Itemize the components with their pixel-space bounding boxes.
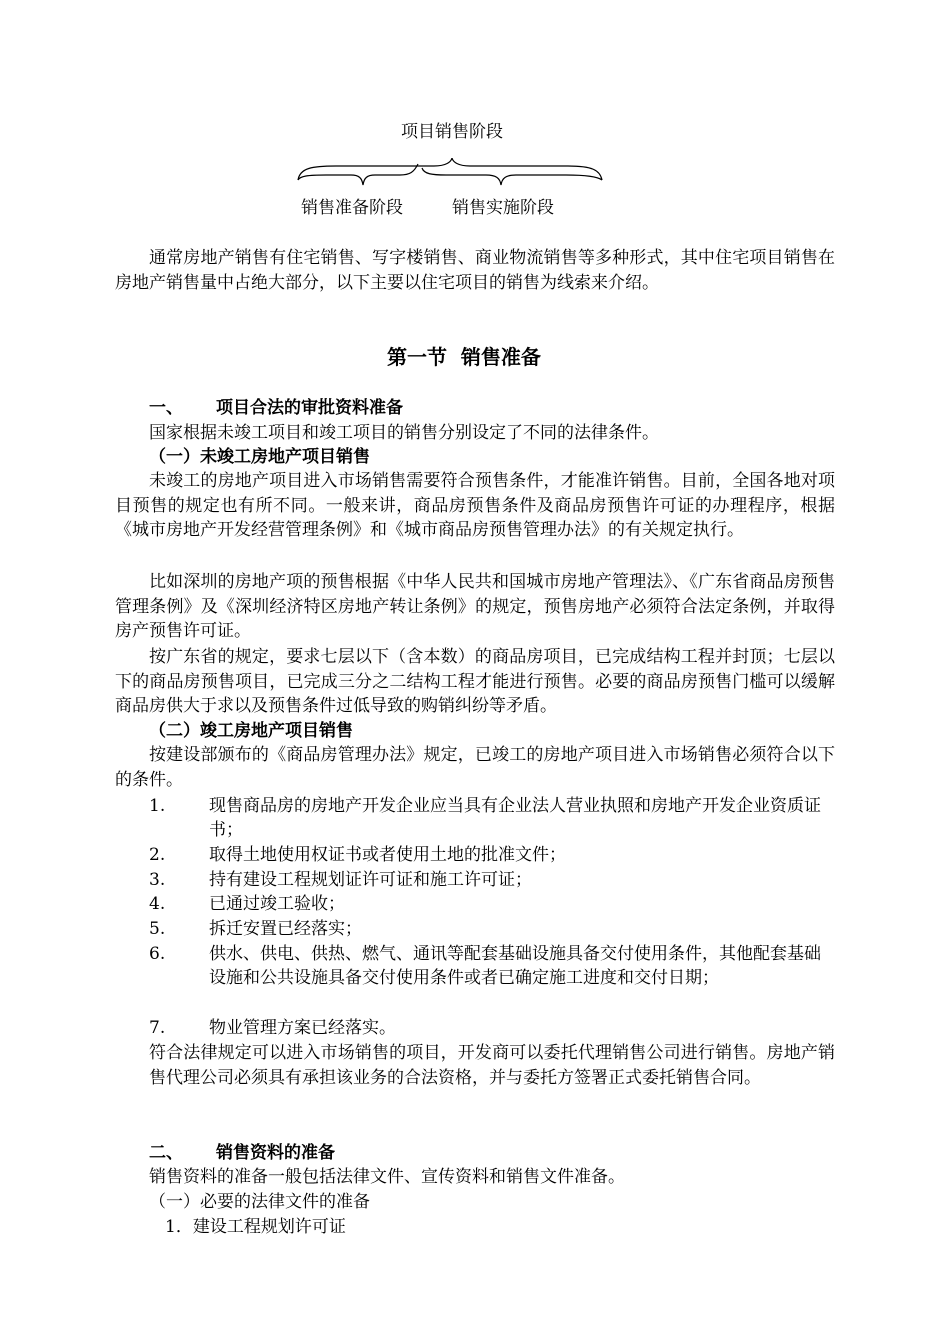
- right-brace: [422, 168, 602, 185]
- part1-lead: 国家根据未竣工项目和竣工项目的销售分别设定了不同的法律条件。: [149, 423, 659, 443]
- part1-num: 一、: [149, 398, 183, 418]
- diagram-top-label: 项目销售阶段: [401, 122, 503, 142]
- condition-num: 1.: [149, 796, 166, 816]
- part1-title: 项目合法的审批资料准备: [216, 398, 403, 418]
- bracket-diagram: [296, 158, 606, 192]
- part1-sub1-paragraph-1: 未竣工的房地产项目进入市场销售需要符合预售条件，才能准许销售。目前，全国各地对项目预售的规定也有所不同。一般来讲，商品房预售条件及商品房预售许可证的办理程序，根据《城市房地产开发经营管理条例》和《城市商品房预售管理办法》的有关规定执行。: [115, 471, 835, 540]
- part2-lead: 销售资料的准备一般包括法律文件、宣传资料和销售文件准备。: [149, 1167, 625, 1187]
- part2-sub1-title: （一）必要的法律文件的准备: [149, 1192, 370, 1212]
- condition-text: 取得土地使用权证书或者使用土地的批准文件；: [209, 845, 566, 865]
- part1-sub2-title: （二）竣工房地产项目销售: [149, 721, 353, 741]
- part1-sub1-paragraph-3: 按广东省的规定，要求七层以下（含本数）的商品房项目，已完成结构工程并封顶；七层以下的商品房预售项目，已完成三分之二结构工程才能进行预售。必要的商品房预售门槛可以缓解商品房供大于求以及预售条件过低导致的购销纠纷等矛盾。: [115, 647, 835, 716]
- condition-text: 物业管理方案已经落实。: [209, 1018, 396, 1038]
- diagram-left-label: 销售准备阶段: [301, 198, 403, 218]
- part2-num: 二、: [149, 1143, 183, 1163]
- condition-num: 6.: [149, 944, 166, 964]
- condition-text: 现售商品房的房地产开发企业应当具有企业法人营业执照和房地产开发企业资质证书；: [209, 796, 821, 840]
- condition-num: 4.: [149, 894, 166, 914]
- top-brace: [298, 158, 602, 180]
- condition-num: 3.: [149, 870, 166, 890]
- condition-text: 持有建设工程规划证许可证和施工许可证；: [209, 870, 532, 890]
- condition-num: 7.: [149, 1018, 166, 1038]
- part2-title: 销售资料的准备: [216, 1143, 335, 1163]
- part1-sub1-title: （一）未竣工房地产项目销售: [149, 447, 370, 467]
- diagram-right-label: 销售实施阶段: [452, 198, 554, 218]
- condition-num: 2.: [149, 845, 166, 865]
- part1-closing-paragraph: 符合法律规定可以进入市场销售的项目，开发商可以委托代理销售公司进行销售。房地产销售代理公司必须具有承担该业务的合法资格，并与委托方签署正式委托销售合同。: [149, 1043, 835, 1088]
- condition-text: 拆迁安置已经落实；: [209, 919, 362, 939]
- condition-text: 供水、供电、供热、燃气、通讯等配套基础设施具备交付使用条件，其他配套基础设施和公共设施具备交付使用条件或者已确定施工进度和交付日期；: [209, 944, 821, 988]
- condition-text: 已通过竣工验收；: [209, 894, 345, 914]
- section-title: 第一节 销售准备: [387, 345, 541, 369]
- part1-sub1-paragraph-2: 比如深圳的房地产项的预售根据《中华人民共和国城市房地产管理法》、《广东省商品房预售管理条例》及《深圳经济特区房地产转让条例》的规定，预售房地产必须符合法定条例，并取得房产预售许可证。: [115, 572, 835, 641]
- intro-paragraph: 通常房地产销售有住宅销售、写字楼销售、商业物流销售等多种形式，其中住宅项目销售在房地产销售量中占绝大部分，以下主要以住宅项目的销售为线索来介绍。: [115, 248, 835, 293]
- part2-item-1: 1．建设工程规划许可证: [165, 1217, 346, 1237]
- condition-num: 5.: [149, 919, 166, 939]
- part1-sub2-paragraph-1: 按建设部颁布的《商品房管理办法》规定，已竣工的房地产项目进入市场销售必须符合以下的条件。: [115, 745, 835, 790]
